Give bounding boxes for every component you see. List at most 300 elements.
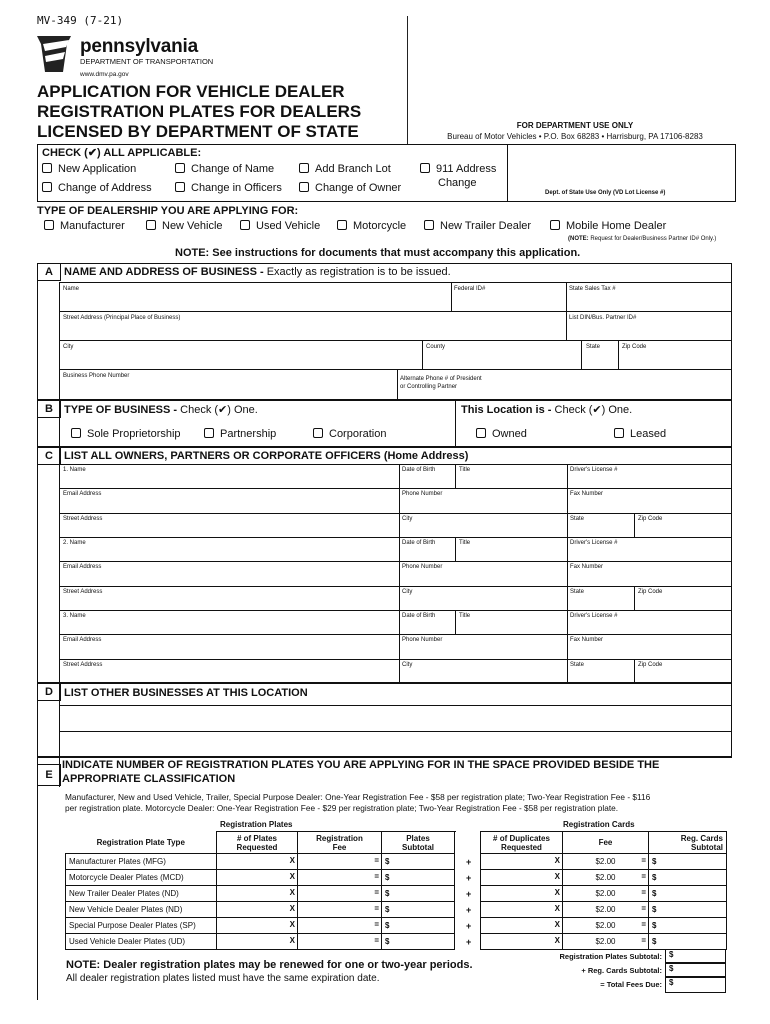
registration-fee-input[interactable] xyxy=(298,854,382,870)
rule xyxy=(59,464,732,465)
plate-type-label: New Vehicle Dealer Plates (ND) xyxy=(66,902,217,918)
card-fee-value: $2.00 xyxy=(595,921,616,930)
rule xyxy=(567,610,568,683)
heading-bold: This Location is - xyxy=(461,404,555,416)
header-line: Requested xyxy=(236,842,278,852)
heading-bold: NAME AND ADDRESS OF BUSINESS - xyxy=(64,266,267,278)
plate-type-label: New Trailer Dealer Plates (ND) xyxy=(66,886,217,902)
checkbox-box[interactable] xyxy=(614,428,624,438)
plus-sign: + xyxy=(466,873,472,883)
cards-subtotal-input[interactable] xyxy=(649,854,727,870)
checkbox-box[interactable] xyxy=(550,220,560,230)
rule xyxy=(455,610,456,634)
state-field[interactable]: State xyxy=(586,344,601,350)
equals-sign: = xyxy=(641,904,646,913)
title-line-3: LICENSED BY DEPARTMENT OF STATE xyxy=(37,122,359,141)
card-row xyxy=(481,902,727,918)
plus-sign: + xyxy=(466,857,472,867)
equals-sign: = xyxy=(374,920,379,929)
equals-sign: = xyxy=(374,904,379,913)
owner-dob-field[interactable]: Date of Birth xyxy=(402,540,436,546)
header-line: Plates xyxy=(406,833,430,843)
rule xyxy=(59,561,732,562)
registration-fee-input[interactable] xyxy=(298,918,382,934)
plate-row xyxy=(66,934,455,950)
multiply-sign: X xyxy=(289,872,295,881)
checkbox-box[interactable] xyxy=(204,428,214,438)
section-c-heading: LIST ALL OWNERS, PARTNERS OR CORPORATE OFFICERS (Home Address) xyxy=(64,450,469,462)
card-fee-cell xyxy=(563,902,649,918)
checkbox-box[interactable] xyxy=(175,163,185,173)
duplicates-requested-input[interactable] xyxy=(481,886,563,902)
owner-name-field[interactable]: 1. Name xyxy=(63,467,86,473)
duplicates-requested-input[interactable] xyxy=(481,918,563,934)
dollar-sign: $ xyxy=(385,857,390,866)
checkbox-label: 911 Address xyxy=(436,163,497,175)
card-fee-value: $2.00 xyxy=(595,873,616,882)
equals-sign: = xyxy=(374,936,379,945)
dealer-type-used-vehicle[interactable] xyxy=(240,220,320,232)
col-duplicates-header xyxy=(481,832,563,854)
multiply-sign: X xyxy=(554,936,560,945)
heading-rest: Check (✔) One. xyxy=(180,404,258,416)
check-all-heading: CHECK (✔) ALL APPLICABLE: xyxy=(42,147,202,159)
owner-dob-field[interactable]: Date of Birth xyxy=(402,467,436,473)
checkbox-box[interactable] xyxy=(420,163,430,173)
owner-fax-field[interactable]: Fax Number xyxy=(570,564,604,571)
cards-subtotal-input[interactable] xyxy=(649,902,727,918)
alt-phone-field-line1[interactable]: Alternate Phone # of President xyxy=(400,376,482,382)
dollar-sign: $ xyxy=(652,905,657,914)
rule xyxy=(581,340,582,369)
dollar-sign: $ xyxy=(385,937,390,946)
section-a-letter: A xyxy=(37,263,61,281)
owner-city-field[interactable]: City xyxy=(402,661,413,668)
plates-requested-input[interactable] xyxy=(217,902,298,918)
change-in-officers-checkbox[interactable] xyxy=(175,182,282,194)
plate-row xyxy=(66,918,455,934)
checkbox-box[interactable] xyxy=(240,220,250,230)
owner-email-field[interactable]: Email Address xyxy=(63,637,102,644)
dollar-sign: $ xyxy=(652,937,657,946)
partnership-checkbox[interactable] xyxy=(204,428,276,440)
checkbox-box[interactable] xyxy=(424,220,434,230)
section-e-letter: E xyxy=(37,764,61,786)
section-c-box xyxy=(37,447,732,683)
section-a-heading xyxy=(64,266,451,278)
checkbox-box[interactable] xyxy=(299,163,309,173)
plus-sign: + xyxy=(466,937,472,947)
plates-requested-input[interactable] xyxy=(217,934,298,950)
rule xyxy=(567,464,568,537)
rule xyxy=(59,282,60,400)
owner-zip-field[interactable]: Zip Code xyxy=(638,588,663,595)
owner-street-field[interactable]: Street Address xyxy=(63,661,103,668)
checkbox-label: Change of Name xyxy=(191,163,275,175)
owner-license-field[interactable]: Driver's License # xyxy=(570,613,618,619)
section-e-heading xyxy=(62,758,659,786)
card-fee-value: $2.00 xyxy=(595,857,616,866)
plate-type-label: Special Purpose Dealer Plates (SP) xyxy=(66,918,217,934)
owner-zip-field[interactable]: Zip Code xyxy=(638,515,663,522)
plates-subtotal-input[interactable] xyxy=(382,934,455,950)
city-field[interactable]: City xyxy=(63,344,74,350)
duplicates-requested-input[interactable] xyxy=(481,902,563,918)
rule xyxy=(59,586,732,587)
cards-subtotal-input[interactable] xyxy=(649,918,727,934)
owner-phone-field[interactable]: Phone Number xyxy=(402,564,443,571)
duplicates-requested-input[interactable] xyxy=(481,934,563,950)
plates-group-heading: Registration Plates xyxy=(220,820,293,829)
owner-street-field[interactable]: Street Address xyxy=(63,588,103,595)
rule xyxy=(59,447,60,683)
rule xyxy=(59,488,732,489)
section-b-letter: B xyxy=(37,400,61,418)
section-d-letter: D xyxy=(37,683,61,701)
street-address-field[interactable]: Street Address (Principal Place of Business) xyxy=(63,315,181,321)
rule xyxy=(59,634,732,635)
dollar-sign: $ xyxy=(652,921,657,930)
dollar-sign: $ xyxy=(385,905,390,914)
plate-row xyxy=(66,870,455,886)
owner-city-field[interactable]: City xyxy=(402,515,413,522)
registration-fee-input[interactable] xyxy=(298,934,382,950)
rule xyxy=(618,340,619,369)
other-business-line-1-input[interactable] xyxy=(60,706,731,730)
owner-name-field[interactable]: 2. Name xyxy=(63,540,86,546)
card-fee-value: $2.00 xyxy=(595,905,616,914)
title-line-1: APPLICATION FOR VEHICLE DEALER xyxy=(37,82,345,101)
owner-phone-field[interactable]: Phone Number xyxy=(402,491,443,498)
state-sales-tax-field[interactable]: State Sales Tax # xyxy=(569,286,616,292)
dollar-sign: $ xyxy=(385,889,390,898)
rule xyxy=(455,464,456,488)
rule xyxy=(59,610,732,611)
logo-name: pennsylvania xyxy=(80,36,198,57)
heading-line-2: APPROPRIATE CLASSIFICATION xyxy=(62,773,236,785)
checkbox-box[interactable] xyxy=(42,163,52,173)
cards-table xyxy=(480,831,727,950)
registration-fee-input[interactable] xyxy=(298,886,382,902)
business-phone-field[interactable]: Business Phone Number xyxy=(63,373,130,379)
heading-bold: TYPE OF BUSINESS - xyxy=(64,404,181,416)
plate-row xyxy=(66,902,455,918)
cards-subtotal-input[interactable] xyxy=(649,886,727,902)
heading-rest: Exactly as registration is to be issued. xyxy=(266,266,451,278)
checkbox-box[interactable] xyxy=(44,220,54,230)
header-line: Fee xyxy=(332,842,347,852)
address-911-checkbox[interactable] xyxy=(420,163,496,175)
checkbox-label: Motorcycle xyxy=(353,220,407,232)
multiply-sign: X xyxy=(289,856,295,865)
col-plates-subtotal-header xyxy=(382,832,455,854)
change-of-address-checkbox[interactable] xyxy=(42,182,152,194)
location-heading xyxy=(461,403,632,416)
rule xyxy=(399,464,400,488)
equals-sign: = xyxy=(641,936,646,945)
form-title xyxy=(37,82,417,142)
cards-group-heading: Registration Cards xyxy=(563,820,635,829)
rule xyxy=(399,610,400,634)
owner-city-field[interactable]: City xyxy=(402,588,413,595)
owner-state-field[interactable]: State xyxy=(570,588,585,595)
rule xyxy=(451,282,452,311)
equals-sign: = xyxy=(641,872,646,881)
rule xyxy=(59,659,732,660)
card-fee-value: $2.00 xyxy=(595,889,616,898)
dollar-sign: $ xyxy=(669,964,674,973)
total-fees-label: = Total Fees Due: xyxy=(600,980,662,989)
dealer-type-motorcycle[interactable] xyxy=(337,220,406,232)
header-line: # of Duplicates xyxy=(493,833,550,843)
rule xyxy=(59,282,732,283)
total-fees-input[interactable] xyxy=(665,977,726,993)
header-line: Reg. Cards xyxy=(680,833,723,843)
rule xyxy=(634,586,635,610)
checkbox-label: New Application xyxy=(58,163,137,175)
header-line: Subtotal xyxy=(691,842,723,852)
plate-row xyxy=(66,854,455,870)
dept-use-block xyxy=(410,120,740,142)
dealer-type-mobile-home[interactable] xyxy=(550,220,666,232)
owner-fax-field[interactable]: Fax Number xyxy=(570,637,604,644)
federal-id-field[interactable]: Federal ID# xyxy=(454,286,486,292)
card-row xyxy=(481,934,727,950)
dealer-type-new-vehicle[interactable] xyxy=(146,220,223,232)
plus-sign: + xyxy=(466,921,472,931)
checkbox-box[interactable] xyxy=(476,428,486,438)
multiply-sign: X xyxy=(554,920,560,929)
checkbox-box[interactable] xyxy=(71,428,81,438)
dollar-sign: $ xyxy=(669,950,674,959)
col-fee-header: Fee xyxy=(563,832,649,854)
instructions-note: NOTE: See instructions for documents that must accompany this application. xyxy=(175,247,581,259)
header-line: # of Plates xyxy=(236,833,277,843)
dept-use-title: FOR DEPARTMENT USE ONLY xyxy=(516,121,634,130)
renew-note: NOTE: Dealer registration plates may be renewed for one or two-year periods. xyxy=(66,959,473,971)
checkbox-box[interactable] xyxy=(337,220,347,230)
zip-field[interactable]: Zip Code xyxy=(622,344,647,350)
plates-requested-input[interactable] xyxy=(217,918,298,934)
plates-subtotal-input[interactable] xyxy=(382,870,455,886)
header-line: Subtotal xyxy=(402,842,434,852)
owner-dob-field[interactable]: Date of Birth xyxy=(402,613,436,619)
rule xyxy=(59,513,732,514)
owner-title-field[interactable]: Title xyxy=(459,613,471,619)
fee-description xyxy=(65,792,650,814)
card-fee-cell xyxy=(563,870,649,886)
rule xyxy=(59,757,60,787)
address-911-label-line2: Change xyxy=(438,177,477,189)
logo-url: www.dmv.pa.gov xyxy=(80,71,129,78)
duplicates-requested-input[interactable] xyxy=(481,854,563,870)
owner-name-field[interactable]: 3. Name xyxy=(63,613,86,619)
dept-state-use-label: Dept. of State Use Only (VD Lot License #) xyxy=(545,190,666,196)
checkbox-label: Change of Owner xyxy=(315,182,402,194)
alt-phone-field-line2: or Controlling Partner xyxy=(400,384,458,390)
owner-state-field[interactable]: State xyxy=(570,661,585,668)
change-of-name-checkbox[interactable] xyxy=(175,163,274,175)
checkbox-label: Add Branch Lot xyxy=(315,163,391,175)
card-row xyxy=(481,870,727,886)
dollar-sign: $ xyxy=(669,978,674,987)
dealer-type-new-trailer[interactable] xyxy=(424,220,531,232)
business-name-field[interactable]: Name xyxy=(63,286,80,292)
checkbox-label: Partnership xyxy=(220,428,277,440)
header-line: Requested xyxy=(501,842,542,852)
corporation-checkbox[interactable] xyxy=(313,428,386,440)
keystone-logo-icon xyxy=(33,34,75,74)
col-type-header: Registration Plate Type xyxy=(66,832,217,854)
dept-use-address: Bureau of Motor Vehicles • P.O. Box 68283 • Harrisburg, PA 17106-8283 xyxy=(447,132,703,141)
plate-type-label: Manufacturer Plates (MFG) xyxy=(66,854,217,870)
checkbox-label: Manufacturer xyxy=(60,220,125,232)
rule xyxy=(399,634,400,683)
rule xyxy=(59,340,732,341)
plate-row xyxy=(66,886,455,902)
plus-sign: + xyxy=(466,905,472,915)
checkbox-label: New Trailer Dealer xyxy=(440,220,532,232)
equals-sign: = xyxy=(374,856,379,865)
add-branch-lot-checkbox[interactable] xyxy=(299,163,391,175)
owner-title-field[interactable]: Title xyxy=(459,540,471,546)
checkbox-label: Used Vehicle xyxy=(256,220,321,232)
card-fee-cell xyxy=(563,934,649,950)
equals-sign: = xyxy=(641,920,646,929)
dollar-sign: $ xyxy=(652,857,657,866)
rule xyxy=(59,537,732,538)
logo-dept: DEPARTMENT OF TRANSPORTATION xyxy=(80,57,214,66)
checkbox-label: Owned xyxy=(492,428,527,440)
plus-sign: + xyxy=(466,889,472,899)
owner-license-field[interactable]: Driver's License # xyxy=(570,467,618,473)
heading-line-1: INDICATE NUMBER OF REGISTRATION PLATES YOU ARE APPLYING FOR IN THE SPACE PROVIDED BESIDE THE xyxy=(62,759,660,771)
registration-fee-input[interactable] xyxy=(298,870,382,886)
other-business-line-2-input[interactable] xyxy=(60,732,731,756)
checkbox-label: Sole Proprietorship xyxy=(87,428,181,440)
equals-sign: = xyxy=(641,888,646,897)
leased-checkbox[interactable] xyxy=(614,428,666,440)
checkbox-box[interactable] xyxy=(299,182,309,192)
owner-fax-field[interactable]: Fax Number xyxy=(570,491,604,498)
multiply-sign: X xyxy=(554,856,560,865)
owner-email-field[interactable]: Email Address xyxy=(63,564,102,571)
rule xyxy=(455,400,456,447)
plates-subtotal-input[interactable] xyxy=(382,918,455,934)
checkbox-label: Leased xyxy=(630,428,667,440)
plates-requested-input[interactable] xyxy=(217,854,298,870)
rule xyxy=(399,537,400,561)
multiply-sign: X xyxy=(289,936,295,945)
card-fee-cell xyxy=(563,886,649,902)
checkbox-box[interactable] xyxy=(146,220,156,230)
checkbox-box[interactable] xyxy=(175,182,185,192)
cards-subtotal-input[interactable] xyxy=(649,870,727,886)
dollar-sign: $ xyxy=(652,873,657,882)
owner-email-field[interactable]: Email Address xyxy=(63,491,102,498)
form-code: MV-349 (7-21) xyxy=(37,14,124,27)
header-line: Registration xyxy=(316,833,363,843)
dept-state-divider xyxy=(507,144,508,202)
multiply-sign: X xyxy=(289,904,295,913)
plates-subtotal-input[interactable] xyxy=(382,854,455,870)
rule xyxy=(422,340,423,369)
equals-sign: = xyxy=(641,856,646,865)
cards-header-row xyxy=(481,832,727,854)
multiply-sign: X xyxy=(554,904,560,913)
owned-checkbox[interactable] xyxy=(476,428,527,440)
dealer-type-manufacturer[interactable] xyxy=(44,220,125,232)
card-fee-cell xyxy=(563,854,649,870)
section-d-heading: LIST OTHER BUSINESSES AT THIS LOCATION xyxy=(64,687,308,699)
cards-subtotal-label: + Reg. Cards Subtotal: xyxy=(581,966,662,975)
card-row xyxy=(481,918,727,934)
plates-subtotal-input[interactable] xyxy=(665,949,726,963)
checkbox-label: Corporation xyxy=(329,428,387,440)
registration-fee-input[interactable] xyxy=(298,902,382,918)
owner-title-field[interactable]: Title xyxy=(459,467,471,473)
checkbox-box[interactable] xyxy=(313,428,323,438)
fee-text-line-2: per registration plate. Motorcycle Dealer: One-Year Registration Fee - $29 per registration plate; Two-Year Registration Fee - $58 per registration plate. xyxy=(65,803,619,813)
plates-header-row xyxy=(66,832,455,854)
checkbox-box[interactable] xyxy=(42,182,52,192)
plates-subtotal-input[interactable] xyxy=(382,886,455,902)
rule xyxy=(59,311,732,312)
col-reg-fee-header xyxy=(298,832,382,854)
rule xyxy=(59,369,732,370)
county-field[interactable]: County xyxy=(426,344,446,350)
plates-subtotal-input[interactable] xyxy=(382,902,455,918)
card-row xyxy=(481,886,727,902)
plate-type-label: Used Vehicle Dealer Plates (UD) xyxy=(66,934,217,950)
plates-requested-input[interactable] xyxy=(217,886,298,902)
list-din-field[interactable]: List DIN/Bus. Partner ID# xyxy=(569,315,637,321)
rule xyxy=(399,561,400,610)
owner-zip-field[interactable]: Zip Code xyxy=(638,661,663,668)
dollar-sign: $ xyxy=(385,921,390,930)
owner-state-field[interactable]: State xyxy=(570,515,585,522)
equals-sign: = xyxy=(374,872,379,881)
title-line-2: REGISTRATION PLATES FOR DEALERS xyxy=(37,102,362,121)
section-c-letter: C xyxy=(37,447,61,465)
multiply-sign: X xyxy=(554,888,560,897)
rule xyxy=(397,369,398,400)
rule xyxy=(567,537,568,610)
rule xyxy=(566,282,567,340)
checkbox-label: Change of Address xyxy=(58,182,152,194)
rule xyxy=(455,537,456,561)
owner-license-field[interactable]: Driver's License # xyxy=(570,540,618,546)
cards-subtotal-input[interactable] xyxy=(665,963,726,977)
owner-street-field[interactable]: Street Address xyxy=(63,515,103,522)
card-row xyxy=(481,854,727,870)
section-b-heading xyxy=(64,403,258,416)
owner-phone-field[interactable]: Phone Number xyxy=(402,637,443,644)
cards-subtotal-input[interactable] xyxy=(649,934,727,950)
change-of-owner-checkbox[interactable] xyxy=(299,182,401,194)
dollar-sign: $ xyxy=(652,889,657,898)
checkbox-label: Change in Officers xyxy=(191,182,282,194)
rule xyxy=(634,659,635,683)
note-rest: Request for Dealer/Business Partner ID# Only.) xyxy=(588,236,717,242)
plates-requested-input[interactable] xyxy=(217,870,298,886)
new-application-checkbox[interactable] xyxy=(42,163,136,175)
multiply-sign: X xyxy=(289,920,295,929)
plates-table xyxy=(65,831,455,950)
rule xyxy=(59,400,60,447)
sole-proprietorship-checkbox[interactable] xyxy=(71,428,181,440)
duplicates-requested-input[interactable] xyxy=(481,870,563,886)
